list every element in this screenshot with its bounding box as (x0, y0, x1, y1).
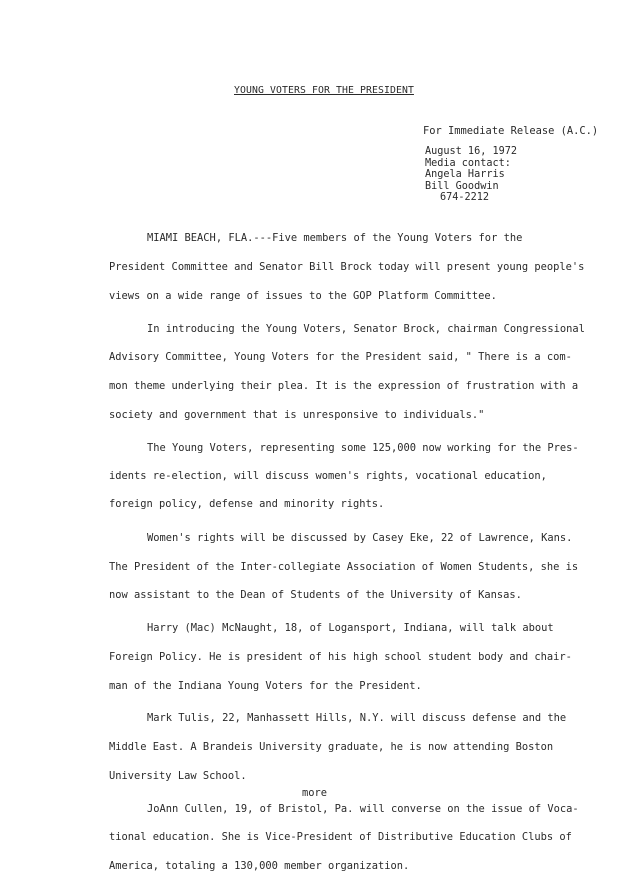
document-title: YOUNG VOTERS FOR THE PRESIDENT (234, 85, 414, 96)
body-line: President Committee and Senator Bill Brock today will present young people's (109, 261, 585, 273)
body-line: Mark Tulis, 22, Manhassett Hills, N.Y. will discuss defense and the (147, 712, 567, 724)
body-line: MIAMI BEACH, FLA.---Five members of the Young Voters for the (147, 232, 523, 244)
body-line: now assistant to the Dean of Students of the University of Kansas. (109, 589, 522, 601)
body-line: idents re-election, will discuss women's rights, vocational education, (109, 470, 547, 482)
media-contact-label: Media contact: (425, 157, 511, 169)
body-line: Harry (Mac) McNaught, 18, of Logansport, Indiana, will talk about (147, 622, 554, 634)
body-line: foreign policy, defense and minority rights. (109, 498, 385, 510)
body-line: In introducing the Young Voters, Senator Brock, chairman Congressional (147, 323, 585, 335)
body-line: University Law School. (109, 770, 247, 782)
body-line: man of the Indiana Young Voters for the President. (109, 680, 422, 692)
body-line: society and government that is unresponsive to individuals." (109, 409, 485, 421)
body-line: Middle East. A Brandeis University graduate, he is now attending Boston (109, 741, 554, 753)
body-line: views on a wide range of issues to the GOP Platform Committee. (109, 290, 497, 302)
contact-name-2: Bill Goodwin (425, 180, 499, 192)
continuation-marker: more (302, 787, 328, 799)
body-line: tional education. She is Vice-President of Distributive Education Clubs of (109, 831, 572, 843)
media-contact-block (425, 146, 517, 204)
body-line: JoAnn Cullen, 19, of Bristol, Pa. will converse on the issue of Voca- (147, 803, 579, 815)
body-line: America, totaling a 130,000 member organization. (109, 860, 410, 872)
body-line: Foreign Policy. He is president of his high school student body and chair- (109, 651, 572, 663)
body-line: mon theme underlying their plea. It is the expression of frustration with a (109, 380, 579, 392)
body-line: The Young Voters, representing some 125,000 now working for the Pres- (147, 442, 579, 454)
body-line: Advisory Committee, Young Voters for the President said, " There is a com- (109, 351, 572, 363)
contact-name-1: Angela Harris (425, 169, 505, 181)
release-date: August 16, 1972 (425, 146, 518, 157)
release-notice: For Immediate Release (A.C.) (423, 125, 599, 137)
contact-phone: 674-2212 (440, 192, 490, 204)
body-line: The President of the Inter-collegiate Association of Women Students, she is (109, 561, 579, 573)
body-line: Women's rights will be discussed by Casey Eke, 22 of Lawrence, Kans. (147, 532, 573, 544)
